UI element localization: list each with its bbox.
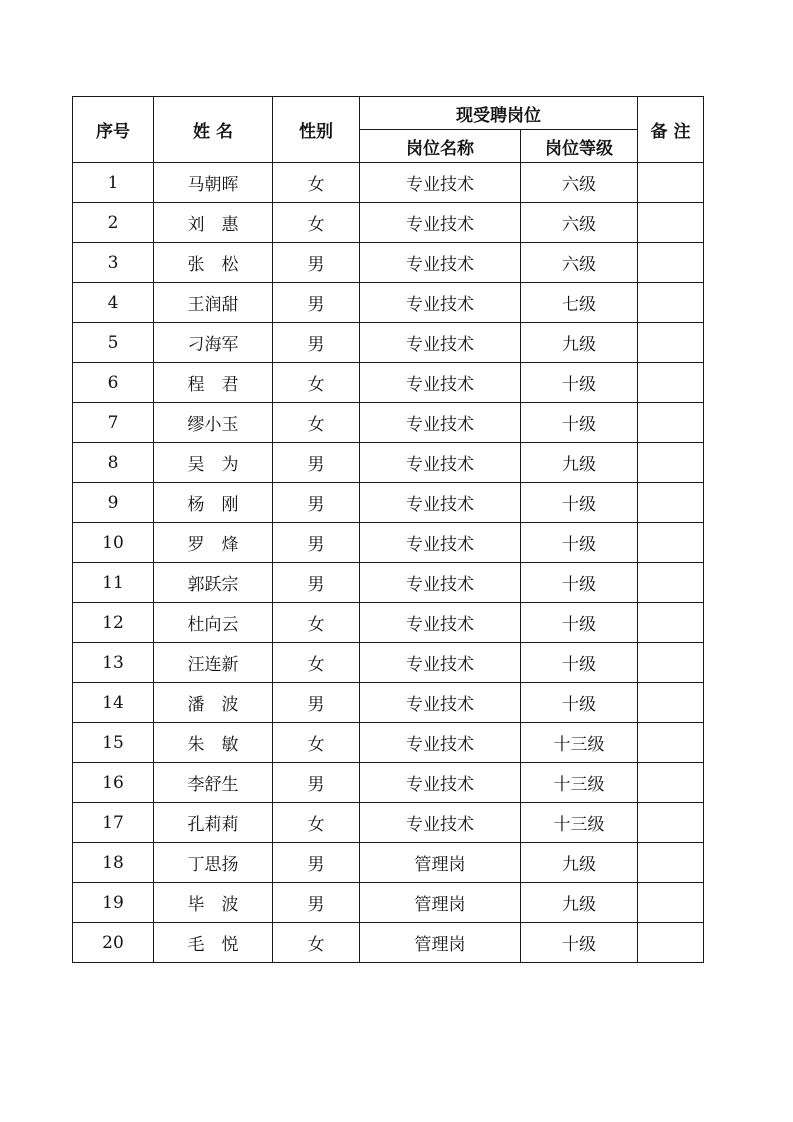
table-row (73, 363, 704, 403)
cell-seq: 1 (73, 163, 154, 203)
cell-name: 刁海军 (154, 323, 273, 363)
cell-remarks (638, 683, 704, 723)
table-header (73, 97, 704, 163)
cell-seq: 11 (73, 563, 154, 603)
table-row (73, 523, 704, 563)
cell-remarks (638, 163, 704, 203)
cell-remarks (638, 283, 704, 323)
cell-remarks (638, 843, 704, 883)
cell-post-name: 专业技术 (360, 403, 521, 443)
table-row (73, 883, 704, 923)
table-row (73, 203, 704, 243)
cell-gender: 男 (273, 443, 360, 483)
cell-name: 杜向云 (154, 603, 273, 643)
cell-post-name: 专业技术 (360, 243, 521, 283)
cell-post-name: 专业技术 (360, 803, 521, 843)
cell-name: 王润甜 (154, 283, 273, 323)
cell-seq: 12 (73, 603, 154, 643)
cell-post-level: 十级 (521, 363, 638, 403)
cell-post-level: 十级 (521, 683, 638, 723)
cell-post-level: 七级 (521, 283, 638, 323)
cell-seq: 3 (73, 243, 154, 283)
table-row (73, 443, 704, 483)
cell-gender: 女 (273, 923, 360, 963)
cell-post-level: 六级 (521, 163, 638, 203)
cell-seq: 2 (73, 203, 154, 243)
cell-post-level: 九级 (521, 323, 638, 363)
table-row (73, 403, 704, 443)
cell-gender: 男 (273, 843, 360, 883)
table-row (73, 323, 704, 363)
cell-post-name: 专业技术 (360, 683, 521, 723)
cell-seq: 10 (73, 523, 154, 563)
cell-seq: 15 (73, 723, 154, 763)
cell-remarks (638, 363, 704, 403)
cell-remarks (638, 323, 704, 363)
cell-seq: 16 (73, 763, 154, 803)
table-row (73, 563, 704, 603)
cell-gender: 女 (273, 163, 360, 203)
cell-gender: 女 (273, 603, 360, 643)
cell-post-name: 管理岗 (360, 843, 521, 883)
cell-remarks (638, 723, 704, 763)
cell-name: 汪连新 (154, 643, 273, 683)
cell-name: 朱 敏 (154, 723, 273, 763)
cell-seq: 17 (73, 803, 154, 843)
cell-gender: 男 (273, 523, 360, 563)
cell-post-name: 专业技术 (360, 363, 521, 403)
cell-post-level: 十级 (521, 603, 638, 643)
header-post-level: 岗位等级 (521, 130, 638, 163)
cell-gender: 男 (273, 323, 360, 363)
table-row (73, 243, 704, 283)
cell-seq: 13 (73, 643, 154, 683)
staff-post-table (72, 96, 704, 963)
header-current-post: 现受聘岗位 (360, 97, 638, 130)
header-gender: 性别 (273, 97, 360, 163)
cell-remarks (638, 203, 704, 243)
cell-gender: 男 (273, 883, 360, 923)
cell-post-level: 九级 (521, 883, 638, 923)
cell-post-name: 管理岗 (360, 923, 521, 963)
cell-remarks (638, 403, 704, 443)
cell-gender: 男 (273, 483, 360, 523)
cell-name: 毛 悦 (154, 923, 273, 963)
cell-post-level: 六级 (521, 243, 638, 283)
table-row (73, 683, 704, 723)
table-body (73, 163, 704, 963)
cell-gender: 女 (273, 403, 360, 443)
cell-remarks (638, 923, 704, 963)
cell-name: 罗 烽 (154, 523, 273, 563)
cell-post-level: 九级 (521, 443, 638, 483)
table-row (73, 283, 704, 323)
cell-remarks (638, 443, 704, 483)
table-row (73, 483, 704, 523)
cell-seq: 5 (73, 323, 154, 363)
cell-seq: 18 (73, 843, 154, 883)
cell-remarks (638, 603, 704, 643)
cell-post-name: 专业技术 (360, 603, 521, 643)
cell-post-name: 专业技术 (360, 323, 521, 363)
table-row (73, 603, 704, 643)
cell-remarks (638, 643, 704, 683)
header-remarks: 备 注 (638, 97, 704, 163)
cell-post-name: 专业技术 (360, 643, 521, 683)
cell-post-name: 专业技术 (360, 563, 521, 603)
cell-remarks (638, 883, 704, 923)
cell-gender: 女 (273, 803, 360, 843)
cell-name: 缪小玉 (154, 403, 273, 443)
cell-post-level: 十级 (521, 923, 638, 963)
cell-post-name: 专业技术 (360, 763, 521, 803)
cell-gender: 男 (273, 243, 360, 283)
cell-seq: 20 (73, 923, 154, 963)
cell-gender: 女 (273, 643, 360, 683)
cell-name: 毕 波 (154, 883, 273, 923)
cell-gender: 男 (273, 763, 360, 803)
cell-post-name: 管理岗 (360, 883, 521, 923)
cell-post-level: 九级 (521, 843, 638, 883)
header-seq: 序号 (73, 97, 154, 163)
table-row (73, 723, 704, 763)
cell-name: 吴 为 (154, 443, 273, 483)
cell-post-level: 十级 (521, 563, 638, 603)
cell-gender: 男 (273, 563, 360, 603)
table-row (73, 643, 704, 683)
cell-seq: 14 (73, 683, 154, 723)
cell-name: 张 松 (154, 243, 273, 283)
cell-remarks (638, 563, 704, 603)
cell-post-level: 十级 (521, 523, 638, 563)
cell-seq: 7 (73, 403, 154, 443)
cell-post-level: 十三级 (521, 723, 638, 763)
header-post-name: 岗位名称 (360, 130, 521, 163)
cell-post-name: 专业技术 (360, 203, 521, 243)
cell-post-level: 十级 (521, 483, 638, 523)
cell-name: 刘 惠 (154, 203, 273, 243)
cell-post-level: 十级 (521, 643, 638, 683)
cell-gender: 女 (273, 723, 360, 763)
cell-post-name: 专业技术 (360, 443, 521, 483)
header-row-1 (73, 97, 704, 130)
cell-gender: 女 (273, 363, 360, 403)
header-name: 姓 名 (154, 97, 273, 163)
cell-post-level: 六级 (521, 203, 638, 243)
cell-gender: 男 (273, 283, 360, 323)
cell-seq: 8 (73, 443, 154, 483)
cell-post-name: 专业技术 (360, 723, 521, 763)
cell-name: 程 君 (154, 363, 273, 403)
cell-post-level: 十三级 (521, 763, 638, 803)
cell-post-level: 十三级 (521, 803, 638, 843)
cell-remarks (638, 523, 704, 563)
cell-seq: 4 (73, 283, 154, 323)
cell-post-level: 十级 (521, 403, 638, 443)
cell-remarks (638, 243, 704, 283)
cell-post-name: 专业技术 (360, 283, 521, 323)
cell-name: 孔莉莉 (154, 803, 273, 843)
cell-name: 李舒生 (154, 763, 273, 803)
cell-gender: 男 (273, 683, 360, 723)
cell-post-name: 专业技术 (360, 483, 521, 523)
cell-seq: 9 (73, 483, 154, 523)
cell-remarks (638, 763, 704, 803)
table-row (73, 803, 704, 843)
cell-name: 丁思扬 (154, 843, 273, 883)
cell-name: 郭跃宗 (154, 563, 273, 603)
table-row (73, 843, 704, 883)
cell-name: 潘 波 (154, 683, 273, 723)
cell-seq: 6 (73, 363, 154, 403)
table-row (73, 163, 704, 203)
cell-name: 杨 刚 (154, 483, 273, 523)
cell-name: 马朝晖 (154, 163, 273, 203)
cell-seq: 19 (73, 883, 154, 923)
table-row (73, 923, 704, 963)
cell-post-name: 专业技术 (360, 163, 521, 203)
cell-remarks (638, 803, 704, 843)
cell-remarks (638, 483, 704, 523)
table-row (73, 763, 704, 803)
cell-gender: 女 (273, 203, 360, 243)
cell-post-name: 专业技术 (360, 523, 521, 563)
